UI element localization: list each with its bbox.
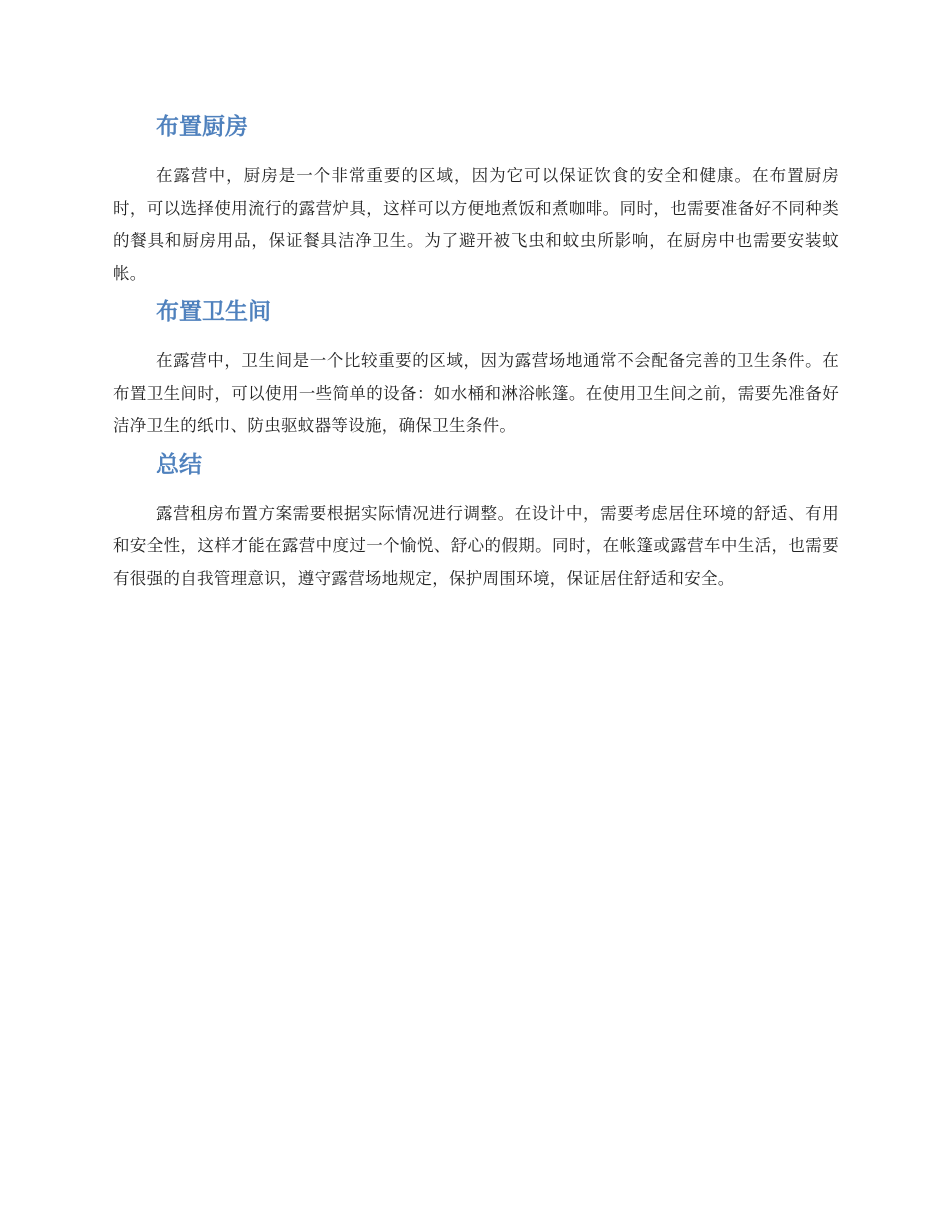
section-summary xyxy=(113,446,839,596)
document-page xyxy=(113,108,839,595)
section-heading: 布置卫生间 xyxy=(156,299,271,325)
section-bathroom xyxy=(113,293,839,443)
section-paragraph: 在露营中，卫生间是一个比较重要的区域，因为露营场地通常不会配备完善的卫生条件。在布置卫生间时，可以使用一些简单的设备：如水桶和淋浴帐篷。在使用卫生间之前，需要先准备好洁净卫生的纸巾、防虫驱蚊器等设施，确保卫生条件。 xyxy=(113,351,839,435)
section-kitchen xyxy=(113,108,839,290)
section-paragraph: 在露营中，厨房是一个非常重要的区域，因为它可以保证饮食的安全和健康。在布置厨房时，可以选择使用流行的露营炉具，这样可以方便地煮饭和煮咖啡。同时，也需要准备好不同种类的餐具和厨房用品，保证餐具洁净卫生。为了避开被飞虫和蚊虫所影响，在厨房中也需要安装蚊帐。 xyxy=(113,166,839,283)
section-paragraph: 露营租房布置方案需要根据实际情况进行调整。在设计中，需要考虑居住环境的舒适、有用和安全性，这样才能在露营中度过一个愉悦、舒心的假期。同时，在帐篷或露营车中生活，也需要有很强的自我管理意识，遵守露营场地规定，保护周围环境，保证居住舒适和安全。 xyxy=(113,503,839,588)
section-heading: 总结 xyxy=(156,451,202,478)
section-heading: 布置厨房 xyxy=(156,114,248,140)
